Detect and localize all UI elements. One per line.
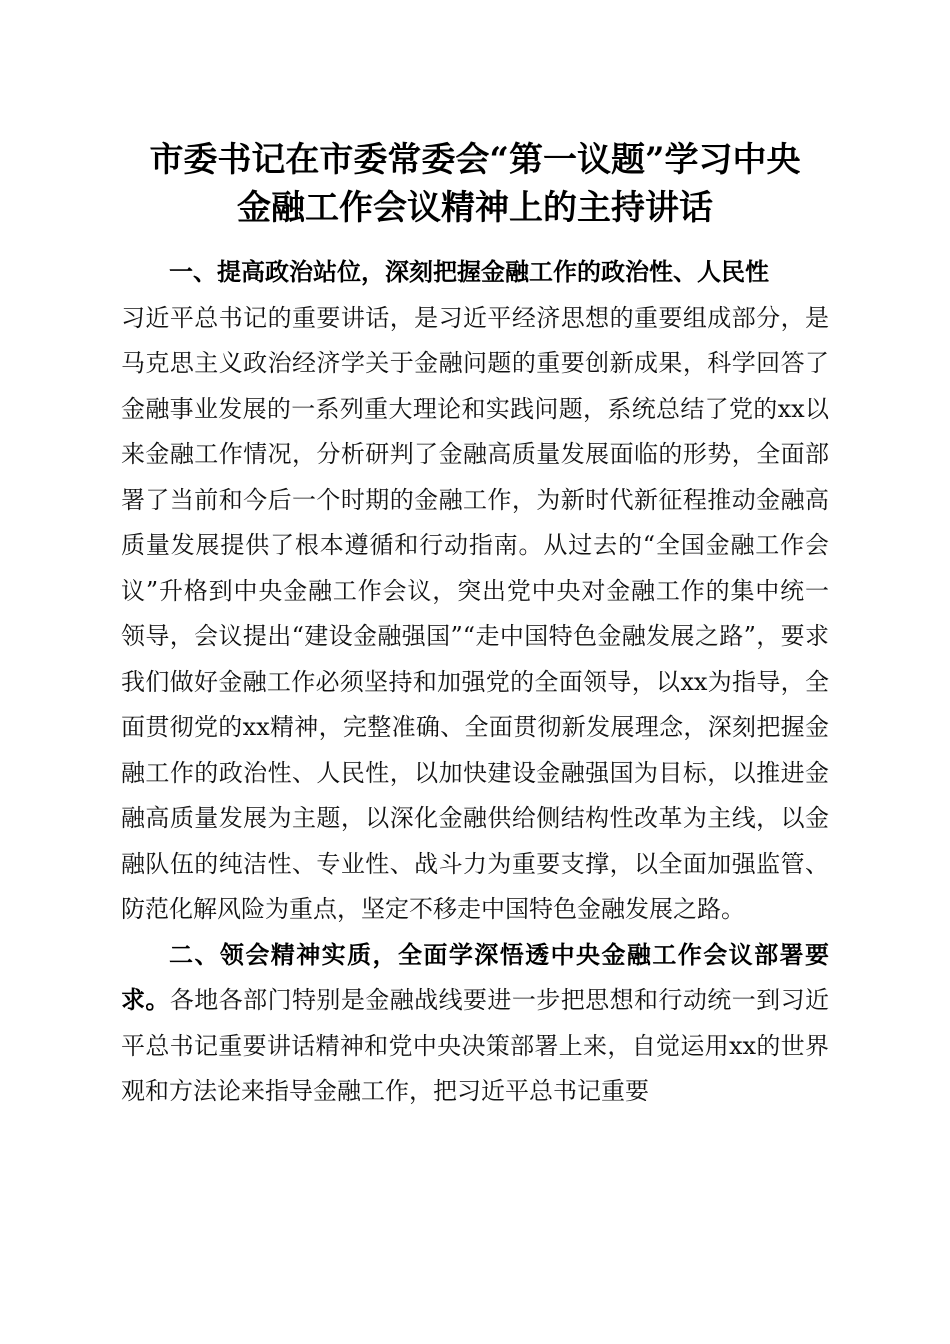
title-line-1: 市委书记在市委常委会“第一议题”学习中央 [149, 140, 801, 180]
section-body-1: 习近平总书记的重要讲话，是习近平经济思想的重要组成部分，是马克思主义政治经济学关于金融问题的重要创新成果，科学回答了金融事业发展的一系列重大理论和实践问题，系统总结了党的xx以来金融工作情况，分析研判了金融高质量发展面临的形势，全面部署了当前和今后一个时期的金融工作，为新时代新征程推动金融高质量发展提供了根本遵循和行动指南。从过去的“全国金融工作会议”升格到中央金融工作会议，突出党中央对金融工作的集中统一领导，会议提出“建设金融强国”“走中国特色金融发展之路”，要求我们做好金融工作必须坚持和加强党的全面领导，以xx为指导，全面贯彻党的xx精神，完整准确、全面贯彻新发展理念，深刻把握金融工作的政治性、人民性，以加快建设金融强国为目标，以推进金融高质量发展为主题，以深化金融供给侧结构性改革为主线，以金融队伍的纯洁性、专业性、战斗力为重要支撑，以全面加强监管、防范化解风险为重点，坚定不移走中国特色金融发展之路。 [121, 303, 829, 923]
document-body [121, 250, 829, 1115]
section-body-2: 各地各部门特别是金融战线要进一步把思想和行动统一到习近平总书记重要讲话精神和党中央决策部署上来，自觉运用xx的世界观和方法论来指导金融工作，把习近平总书记重要 [121, 986, 830, 1105]
document-title [100, 136, 850, 232]
section-heading-1: 一、提高政治站位，深刻把握金融工作的政治性、人民性 [169, 258, 769, 286]
paragraph-section-2 [121, 933, 829, 1115]
title-line-2: 金融工作会议精神上的主持讲话 [237, 188, 713, 228]
paragraph-section-1 [121, 250, 829, 933]
section-heading-2: 二、领会精神实质，全面学深悟透中央金融工作会议部署要求。 [121, 940, 829, 1014]
